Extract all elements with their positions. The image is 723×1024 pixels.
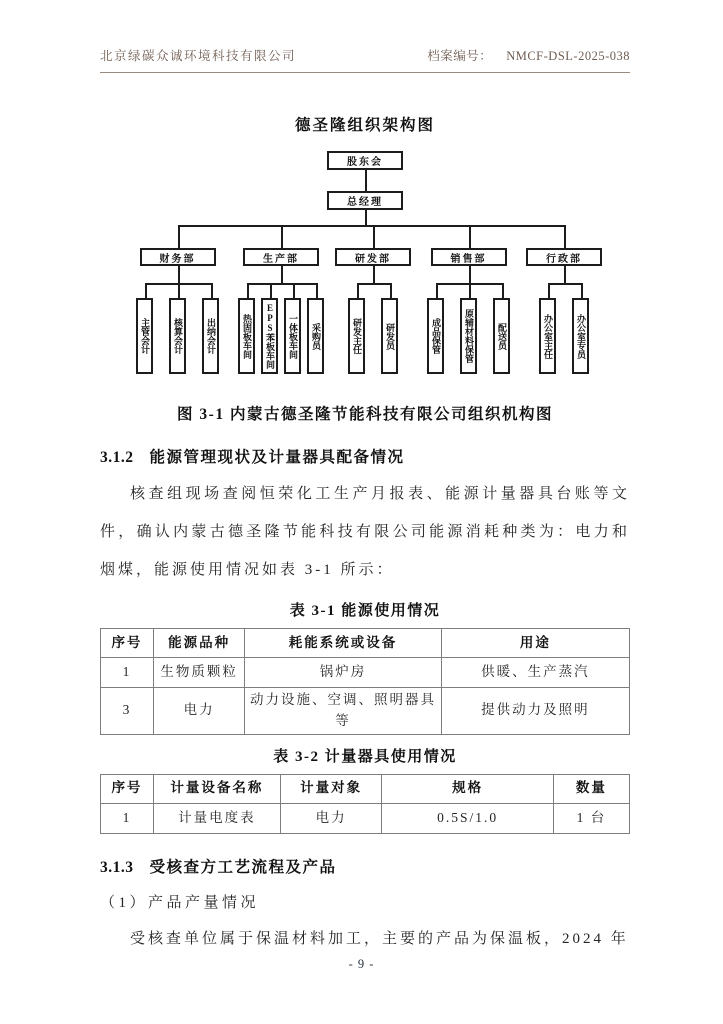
paragraph-energy-overview: 核查组现场查阅恒荣化工生产月报表、能源计量器具台账等文件，确认内蒙古德圣隆节能科技有限公司能源消耗种类为：电力和烟煤，能源使用情况如表 3-1 所示： (100, 486, 630, 578)
org-node-leaf: 核算会计 (169, 298, 186, 374)
table-header-row (101, 629, 630, 658)
section-number: 3.1.2 (100, 449, 134, 466)
column-header: 计量设备名称 (153, 774, 280, 803)
org-node-dept: 财务部 (140, 248, 216, 266)
org-node-leaf: 原辅材料保管 (460, 298, 477, 374)
org-node-leaf: 办公室主任 (539, 298, 556, 374)
archive-label: 档案编号： (427, 49, 493, 63)
column-header: 能源品种 (153, 629, 245, 658)
table-3-2-metering-devices (100, 774, 630, 834)
company-name: 北京绿碳众诚环境科技有限公司 (100, 49, 297, 63)
org-node-leaf: 一体板车间 (284, 298, 301, 374)
subsection-label: （1）产品产量情况 (100, 894, 260, 911)
org-node-leaf: 研发员 (381, 298, 398, 374)
org-node-leaf: 热固板车间 (238, 298, 255, 374)
section-heading-3-1-3 (100, 855, 630, 877)
table-cell: 动力设施、空调、照明器具等 (245, 688, 441, 735)
column-header: 序号 (101, 774, 154, 803)
table-cell: 生物质颗粒 (153, 658, 245, 688)
table-row (101, 688, 630, 735)
org-node-leaf: 研发主任 (348, 298, 365, 374)
org-chart (100, 151, 630, 374)
section-title: 受核查方工艺流程及产品 (149, 858, 337, 876)
table-header-row (101, 774, 630, 803)
column-header: 用途 (441, 629, 629, 658)
table-cell: 计量电度表 (153, 803, 280, 833)
section-number: 3.1.3 (100, 858, 134, 876)
document-header (100, 46, 630, 73)
org-node-dept: 生产部 (243, 248, 319, 266)
column-header: 序号 (101, 629, 154, 658)
org-node-leaf: EPS苯板车间 (261, 298, 278, 374)
table-3-1-energy-use (100, 628, 630, 735)
org-node-dept: 销售部 (431, 248, 507, 266)
table-row (101, 658, 630, 688)
org-node-leaf: 成品保管 (427, 298, 444, 374)
table-cell: 供暖、生产蒸汽 (441, 658, 629, 688)
org-chart-title: 德圣隆组织架构图 (294, 117, 435, 134)
table-cell: 0.5S/1.0 (382, 803, 553, 833)
table-cell: 电力 (153, 688, 245, 735)
column-header: 耗能系统或设备 (245, 629, 441, 658)
figure-caption: 图 3-1 内蒙古德圣隆节能科技有限公司组织机构图 (177, 406, 553, 423)
org-node-leaf: 出纳会计 (202, 298, 219, 374)
column-header: 数量 (553, 774, 629, 803)
table-cell: 1 (101, 803, 154, 833)
table-row (101, 803, 630, 833)
paragraph-product-output: 受核查单位属于保温材料加工，主要的产品为保温板，2024 年 (130, 930, 629, 947)
org-node-leaf: 采购员 (307, 298, 324, 374)
archive-field (427, 46, 630, 64)
org-node-leaf: 办公室专员 (572, 298, 589, 374)
table-cell: 3 (101, 688, 154, 735)
table-cell: 1 (101, 658, 154, 688)
section-heading-3-1-2 (100, 445, 630, 467)
table-cell: 电力 (280, 803, 382, 833)
org-node-manager: 总经理 (327, 191, 403, 210)
table-cell: 1 台 (553, 803, 629, 833)
page-number: - 9 - (348, 957, 375, 971)
column-header: 计量对象 (280, 774, 382, 803)
table-cell: 锅炉房 (245, 658, 441, 688)
section-title: 能源管理现状及计量器具配备情况 (149, 449, 405, 466)
table-3-1-caption: 表 3-1 能源使用情况 (289, 603, 441, 619)
org-node-root: 股东会 (327, 151, 403, 170)
org-node-leaf: 配送员 (493, 298, 510, 374)
archive-number: NMCF-DSL-2025-038 (506, 49, 630, 63)
table-3-2-caption: 表 3-2 计量器具使用情况 (273, 748, 457, 765)
column-header: 规格 (382, 774, 553, 803)
org-node-leaf: 主管会计 (136, 298, 153, 374)
org-node-dept: 研发部 (335, 248, 411, 266)
table-cell: 提供动力及照明 (441, 688, 629, 735)
org-node-dept: 行政部 (526, 248, 602, 266)
